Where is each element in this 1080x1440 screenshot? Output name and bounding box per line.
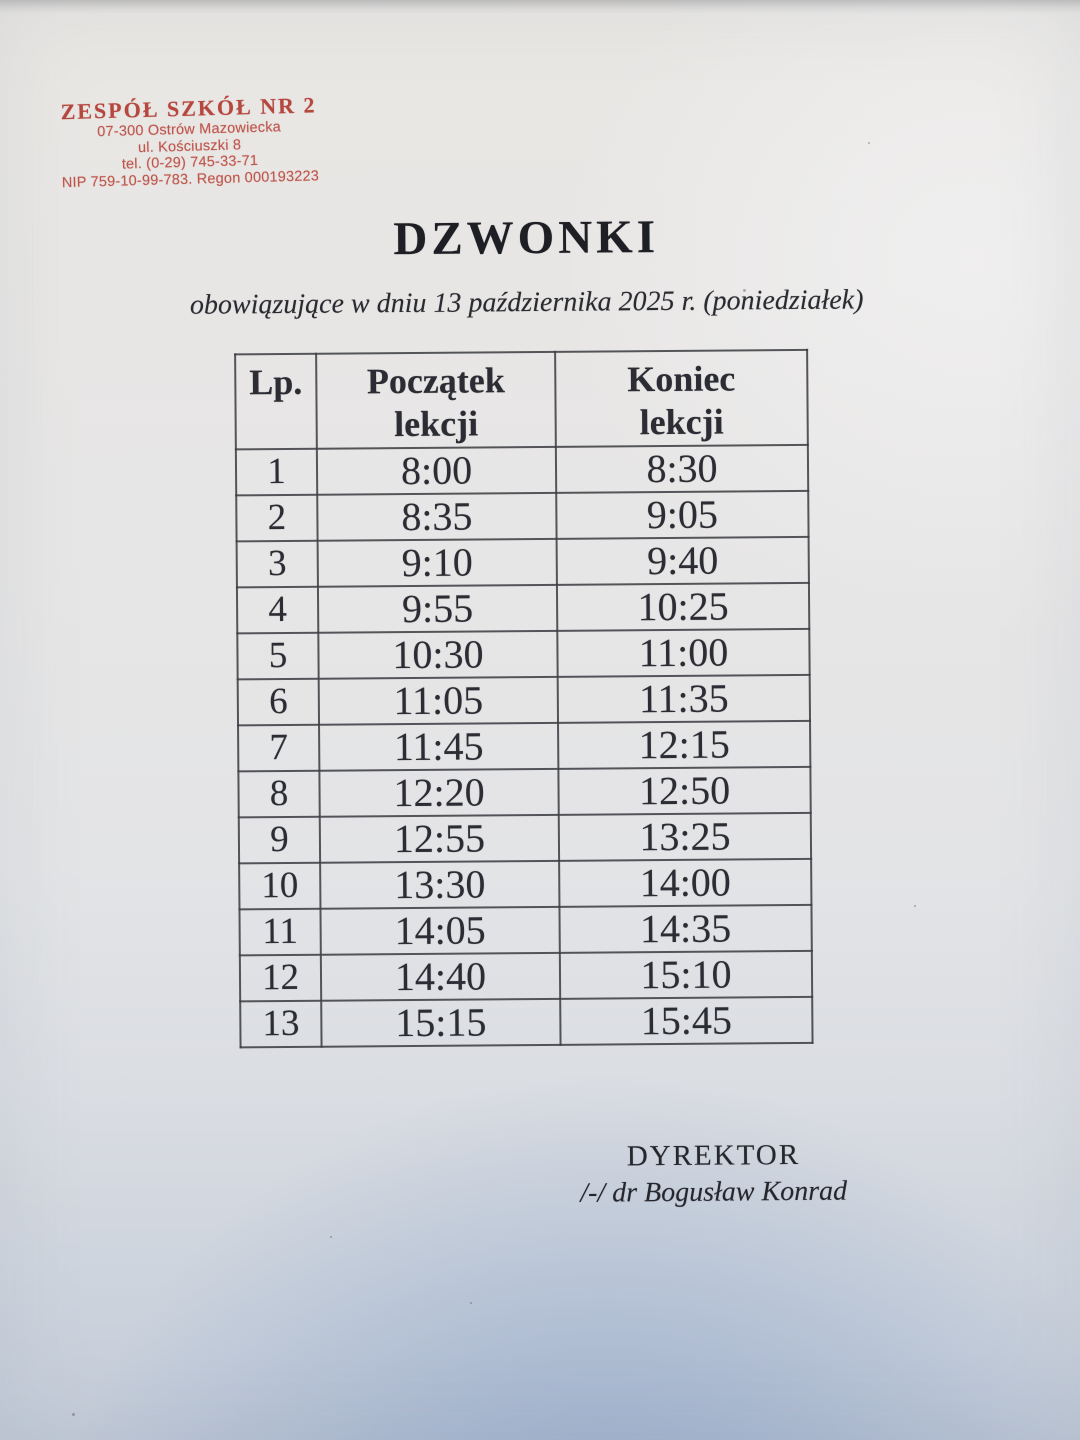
document-title: DZWONKI — [393, 211, 660, 266]
signature-role: DYREKTOR — [626, 1138, 801, 1173]
cell-lesson-end: 14:35 — [559, 905, 811, 953]
table-row — [240, 997, 812, 1047]
header-lesson-end: Koniec lekcji — [555, 350, 808, 447]
cell-lp: 5 — [237, 633, 318, 680]
cell-lp: 12 — [240, 955, 321, 1002]
cell-lp: 10 — [239, 863, 320, 910]
header-lesson-start: Początek lekcji — [316, 352, 556, 449]
stamp-address-line: 07-300 Ostrów Mazowiecka — [97, 119, 282, 141]
stamp-phone-line: tel. (0-29) 745-33-71 — [121, 152, 259, 173]
stamp-street-line: ul. Kościuszki 8 — [137, 136, 242, 156]
cell-lp: 4 — [237, 587, 318, 634]
cell-lp: 9 — [239, 817, 320, 864]
bells-schedule-table — [234, 349, 813, 1048]
table-row — [238, 721, 810, 771]
table-row — [239, 859, 811, 909]
table-row — [240, 951, 812, 1001]
table-row — [239, 905, 811, 955]
cell-lesson-end: 12:50 — [558, 767, 810, 815]
cell-lesson-end: 14:00 — [559, 859, 811, 907]
cell-lesson-start: 15:15 — [321, 999, 560, 1047]
paper-speck — [72, 1413, 75, 1416]
cell-lesson-end: 13:25 — [559, 813, 811, 861]
paper-speck — [868, 142, 870, 144]
stamp-school-name: ZESPÓŁ SZKÓŁ NR 2 — [60, 92, 317, 125]
cell-lesson-end: 10:25 — [557, 583, 809, 631]
table-row — [239, 813, 811, 863]
cell-lesson-start: 11:45 — [319, 723, 558, 771]
cell-lesson-end: 9:05 — [556, 491, 808, 539]
paper-speck — [470, 1302, 472, 1304]
effective-date-subtitle: obowiązujące w dniu 13 października 2025 r. (poniedziałek) — [189, 284, 864, 321]
cell-lesson-start: 9:55 — [318, 585, 557, 633]
table-row — [236, 445, 808, 495]
cell-lesson-start: 13:30 — [320, 861, 559, 909]
cell-lesson-end: 15:10 — [560, 951, 812, 999]
cell-lesson-start: 12:20 — [319, 769, 558, 817]
cell-lp: 7 — [238, 725, 319, 772]
cell-lesson-end: 8:30 — [556, 445, 808, 493]
paper-speck — [330, 1236, 332, 1238]
cell-lesson-start: 9:10 — [318, 539, 557, 587]
paper-speck — [914, 905, 916, 907]
table-row — [237, 629, 809, 679]
table-row — [236, 491, 808, 541]
cell-lesson-end: 9:40 — [557, 537, 809, 585]
table-row — [238, 675, 810, 725]
cell-lp: 13 — [240, 1001, 321, 1048]
cell-lp: 2 — [236, 495, 317, 542]
cell-lesson-end: 11:00 — [557, 629, 809, 677]
cell-lesson-start: 8:00 — [317, 447, 556, 495]
cell-lp: 6 — [238, 679, 319, 726]
stamp-nip-regon-line: NIP 759-10-99-783. Regon 000193223 — [61, 167, 320, 191]
cell-lesson-start: 12:55 — [320, 815, 559, 863]
table-row — [237, 537, 809, 587]
header-lp: Lp. — [235, 354, 317, 450]
cell-lp: 1 — [236, 449, 317, 496]
signature-name: /-/ dr Bogusław Konrad — [580, 1175, 848, 1209]
cell-lesson-start: 14:05 — [320, 907, 559, 955]
cell-lesson-start: 10:30 — [318, 631, 557, 679]
cell-lp: 11 — [239, 909, 320, 956]
table-header-row — [235, 350, 808, 449]
cell-lesson-start: 8:35 — [317, 493, 556, 541]
table-row — [237, 583, 809, 633]
cell-lp: 8 — [238, 771, 319, 818]
cell-lp: 3 — [237, 541, 318, 588]
cell-lesson-start: 14:40 — [321, 953, 560, 1001]
cell-lesson-end: 12:15 — [558, 721, 810, 769]
signature-block — [533, 1138, 894, 1210]
paper-speck — [743, 289, 746, 292]
cell-lesson-end: 11:35 — [558, 675, 810, 723]
school-stamp — [50, 92, 328, 191]
cell-lesson-start: 11:05 — [319, 677, 558, 725]
cell-lesson-end: 15:45 — [560, 997, 812, 1045]
table-row — [238, 767, 810, 817]
